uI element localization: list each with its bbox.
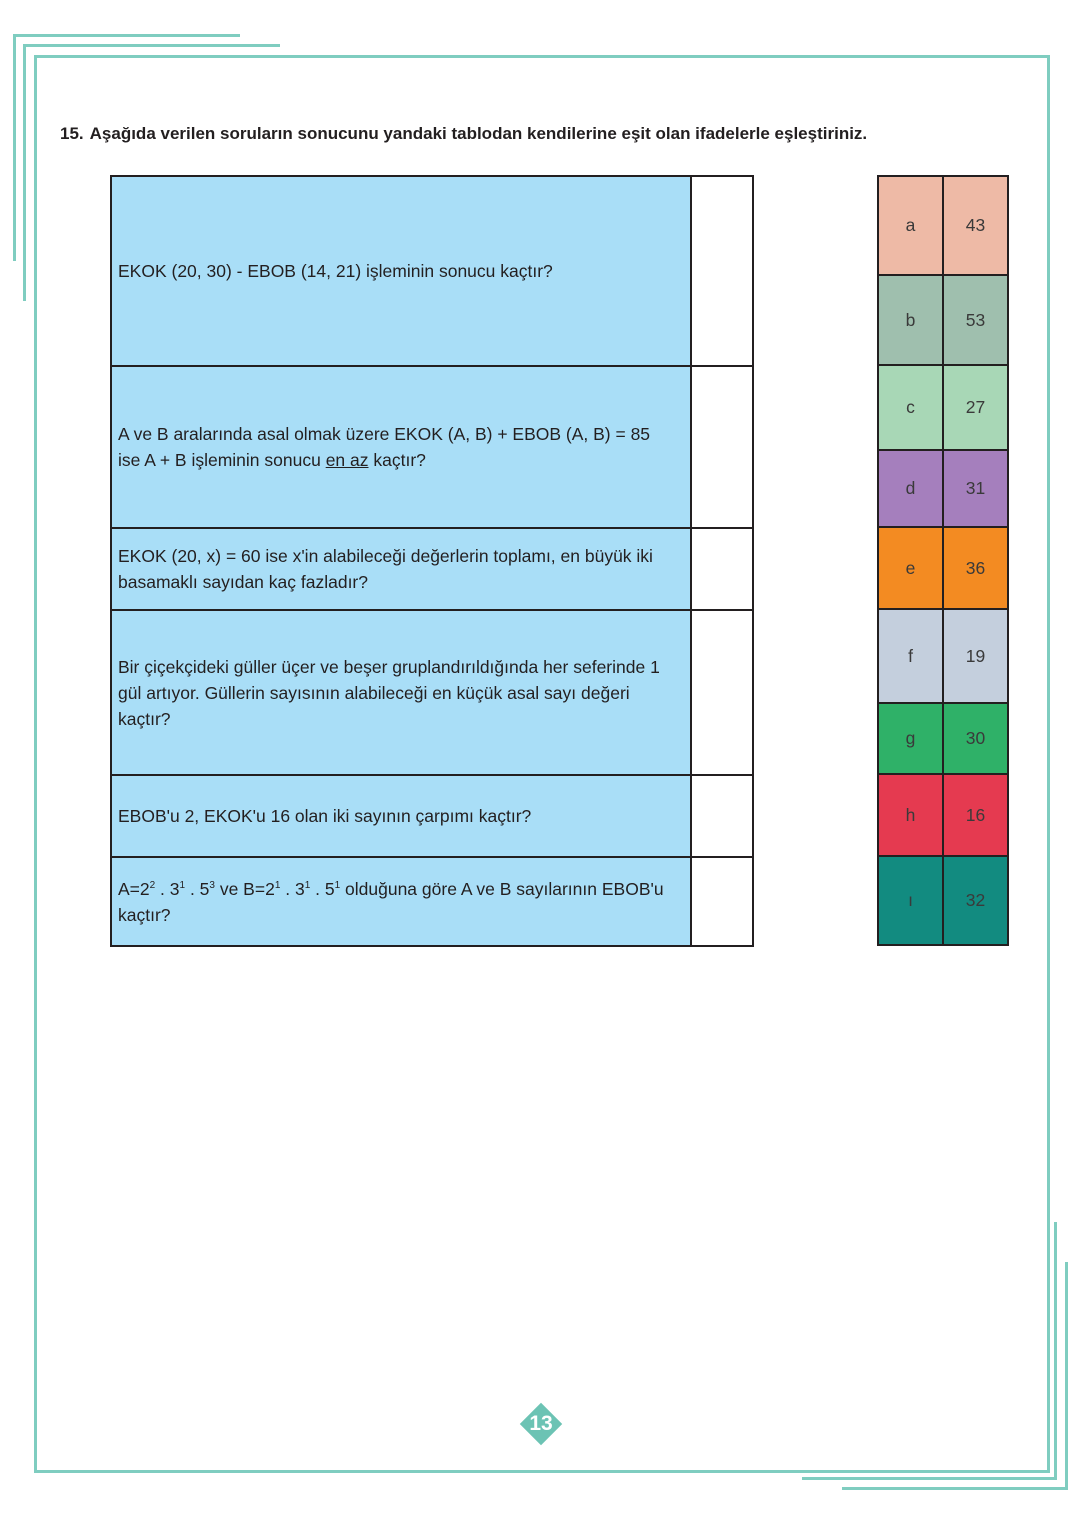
option-row (878, 275, 1008, 365)
question-row (111, 528, 753, 610)
question-6: $A=2^2$ . $3^1$ . $5^3$ ve $B=2^1$ . $3^1$ . $5^1$ olduğuna göre A ve B sayılarının EBOB'u kaçtır? (111, 857, 691, 946)
option-row (878, 365, 1008, 450)
question-1: EKOK (20, 30) - EBOB (14, 21) işleminin sonucu kaçtır? (111, 176, 691, 366)
answer-box-6[interactable] (691, 857, 753, 946)
option-value: 36 (943, 527, 1008, 609)
option-letter: a (878, 176, 943, 275)
option-row (878, 703, 1008, 774)
option-row (878, 176, 1008, 275)
question-instruction (60, 124, 867, 144)
option-row (878, 856, 1008, 945)
question-row (111, 857, 753, 946)
answer-box-2[interactable] (691, 366, 753, 528)
option-row (878, 527, 1008, 609)
option-value: 53 (943, 275, 1008, 365)
frame-line-inner-top (23, 44, 280, 47)
answer-box-4[interactable] (691, 610, 753, 775)
option-letter: b (878, 275, 943, 365)
question-row (111, 366, 753, 528)
option-value: 32 (943, 856, 1008, 945)
question-row (111, 610, 753, 775)
option-letter: e (878, 527, 943, 609)
options-table (877, 175, 1009, 946)
option-letter: f (878, 609, 943, 703)
frame-line-br-inner-bottom (802, 1477, 1057, 1480)
frame-line-outer-left (13, 34, 16, 261)
option-row (878, 609, 1008, 703)
answer-box-5[interactable] (691, 775, 753, 857)
answer-box-1[interactable] (691, 176, 753, 366)
option-value: 16 (943, 774, 1008, 856)
question-3: EKOK (20, x) = 60 ise x'in alabileceği değerlerin toplamı, en büyük iki basamaklı sayıdan kaç fazladır? (111, 528, 691, 610)
answer-box-3[interactable] (691, 528, 753, 610)
question-row (111, 176, 753, 366)
frame-line-br-outer-bottom (842, 1487, 1068, 1490)
option-letter: g (878, 703, 943, 774)
frame-line-outer-top (13, 34, 240, 37)
question-number: 15. (60, 124, 84, 143)
question-4: Bir çiçekçideki güller üçer ve beşer gruplandırıldığında her seferinde 1 gül artıyor. Güllerin sayısının alabileceği en küçük asal sayı değeri kaçtır? (111, 610, 691, 775)
option-letter: h (878, 774, 943, 856)
page-number: 13 (529, 1412, 553, 1435)
question-2: A ve B aralarında asal olmak üzere EKOK (A, B) + EBOB (A, B) = 85 ise A + B işleminin sonucu en az kaçtır? (111, 366, 691, 528)
questions-table (110, 175, 754, 947)
instruction-text: Aşağıda verilen soruların sonucunu yandaki tablodan kendilerine eşit olan ifadelerle eşleştiriniz. (89, 124, 868, 143)
question-5: EBOB'u 2, EKOK'u 16 olan iki sayının çarpımı kaçtır? (111, 775, 691, 857)
emphasis-en-az: en az (325, 450, 369, 470)
option-row (878, 774, 1008, 856)
option-letter: ı (878, 856, 943, 945)
option-letter: d (878, 450, 943, 527)
option-row (878, 450, 1008, 527)
option-value: 43 (943, 176, 1008, 275)
frame-line-br-outer-right (1065, 1262, 1068, 1490)
option-value: 27 (943, 365, 1008, 450)
option-value: 31 (943, 450, 1008, 527)
frame-line-inner-left (23, 44, 26, 301)
option-letter: c (878, 365, 943, 450)
question-row (111, 775, 753, 857)
option-value: 30 (943, 703, 1008, 774)
option-value: 19 (943, 609, 1008, 703)
frame-line-br-inner-right (1054, 1222, 1057, 1480)
